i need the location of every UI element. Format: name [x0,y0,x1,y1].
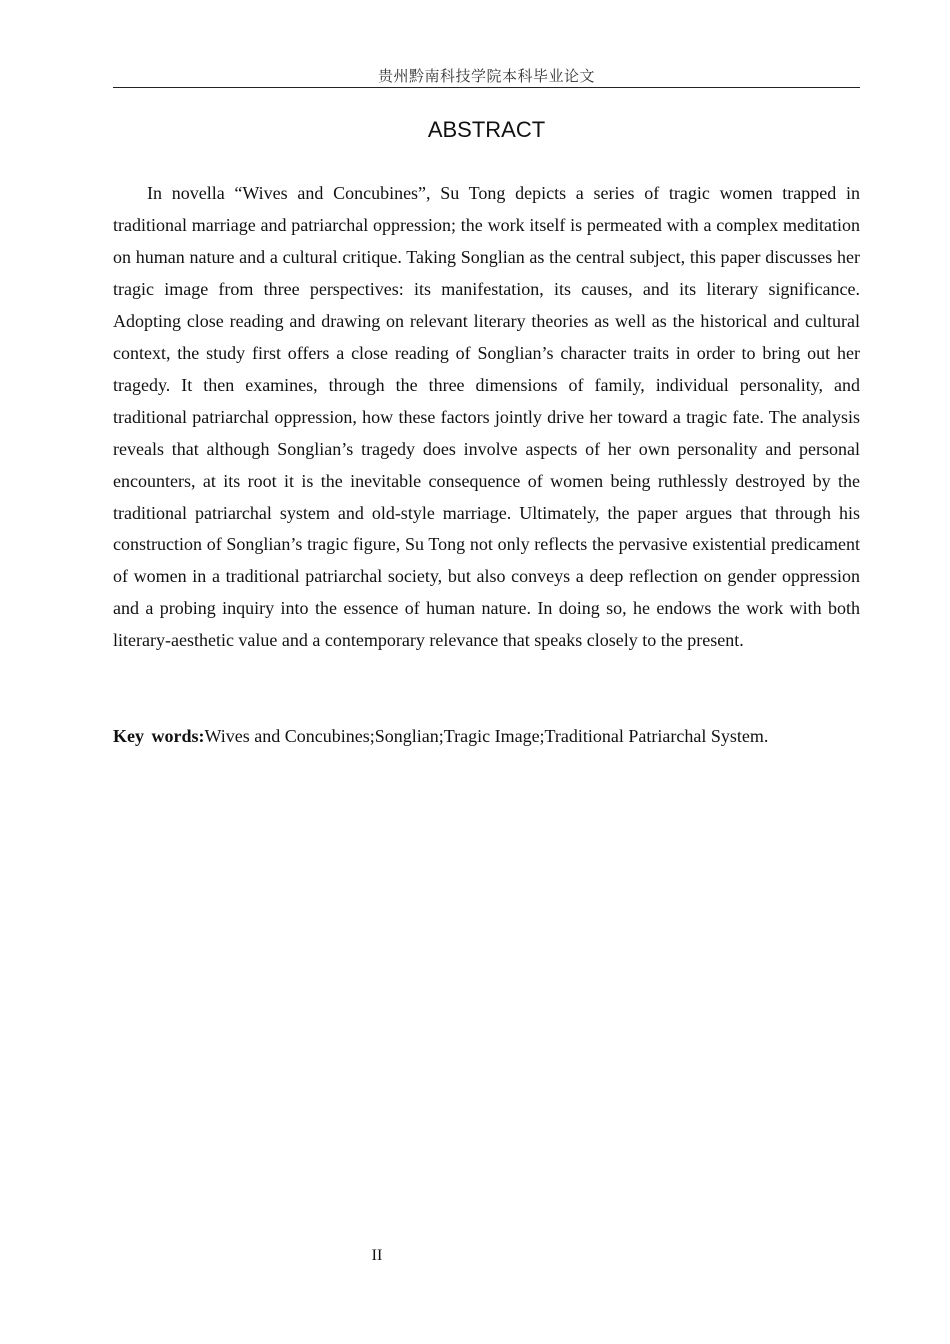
abstract-body: In novella “Wives and Concubines”, Su Tong depicts a series of tragic women trapped in traditional marriage and patriarchal oppression; the work itself is permeated with a complex meditation on human nature and a cultural critique. Taking Songlian as the central subject, this paper discusses her tragic image from three perspectives: its manifestation, its causes, and its literary significance. Adopting close reading and drawing on relevant literary theories as well as the historical and cultural context, the study first offers a close reading of Songlian’s character traits in order to bring out her tragedy. It then examines, through the three dimensions of family, individual personality, and traditional patriarchal oppression, how these factors jointly drive her toward a tragic fate. The analysis reveals that although Songlian’s tragedy does involve aspects of her own personality and personal encounters, at its root it is the inevitable consequence of women being ruthlessly destroyed by the traditional patriarchal system and old-style marriage. Ultimately, the paper argues that through his construction of Songlian’s tragic figure, Su Tong not only reflects the pervasive existential predicament of women in a traditional patriarchal society, but also conveys a deep reflection on gender oppression and a probing inquiry into the essence of human nature. In doing so, he endows the work with both literary-aesthetic value and a contemporary relevance that speaks closely to the present. [113,183,860,651]
abstract-title: ABSTRACT [427,117,546,142]
running-header-title: 贵州黔南科技学院本科毕业论文 [377,67,595,85]
keywords-line [113,720,860,752]
keywords-label: Key words: [113,726,205,746]
page-number: II [371,1247,383,1264]
running-header [113,66,860,88]
keywords-list: Wives and Concubines;Songlian;Tragic Image;Traditional Patriarchal System. [204,726,769,746]
